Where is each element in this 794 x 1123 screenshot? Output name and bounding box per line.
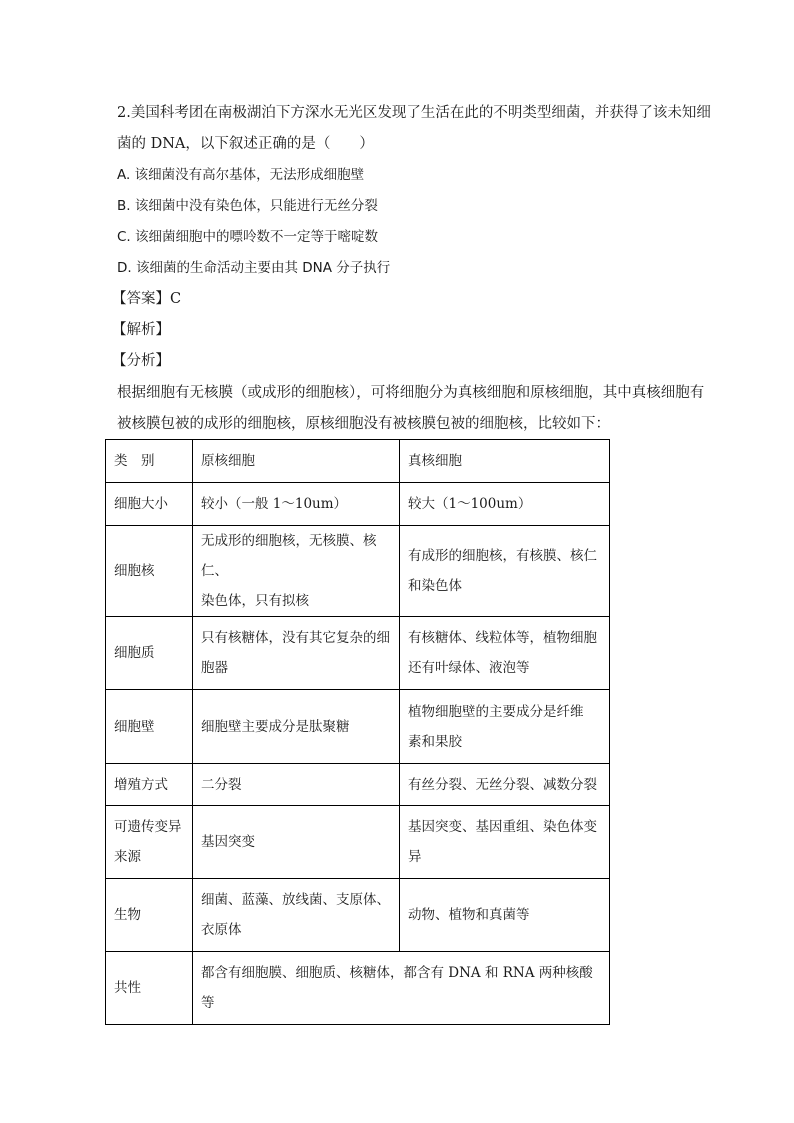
table-row	[106, 879, 610, 952]
row-prokaryote: 基因突变	[193, 806, 400, 879]
row-category: 细胞壁	[106, 690, 193, 764]
header-prokaryote: 原核细胞	[193, 440, 400, 483]
cell-line: 来源	[114, 849, 141, 865]
cell-line: 素和果胶	[408, 733, 462, 750]
row-prokaryote	[193, 526, 400, 617]
row-category	[106, 806, 193, 879]
analysis-paragraph-line2: 被核膜包被的成形的细胞核，原核细胞没有被核膜包被的细胞核，比较如下：	[117, 416, 610, 432]
row-eukaryote: 较大（1～100um）	[400, 483, 610, 526]
cell-line: 和染色体	[408, 578, 462, 594]
cell-line: 无成形的细胞核，无核膜、核仁、	[201, 533, 377, 579]
row-category: 细胞大小	[106, 483, 193, 526]
option-a: A. 该细菌没有高尔基体，无法形成细胞壁	[117, 167, 365, 183]
row-prokaryote: 细胞壁主要成分是肽聚糖	[193, 690, 400, 764]
row-eukaryote	[400, 690, 610, 764]
answer-value: C	[170, 291, 182, 307]
row-eukaryote	[400, 617, 610, 690]
table-row	[106, 690, 610, 764]
row-category: 细胞核	[106, 526, 193, 617]
table-header-row	[106, 440, 610, 483]
common-category: 共性	[106, 952, 193, 1025]
row-prokaryote: 较小（一般 1～10um）	[193, 483, 400, 526]
answer-label: 【答案】	[112, 291, 170, 307]
cell-line: 都含有细胞膜、细胞质、核糖体，都含有 DNA 和 RNA 两种核酸	[201, 965, 593, 981]
cell-line: 胞器	[201, 660, 228, 676]
row-eukaryote: 动物、植物和真菌等	[400, 879, 610, 952]
cell-line: 等	[201, 995, 215, 1011]
cell-line: 衣原体	[201, 922, 242, 938]
cell-line: 异	[408, 849, 422, 865]
analysis-label: 【分析】	[112, 353, 170, 369]
table-row	[106, 764, 610, 806]
option-c: C. 该细菌细胞中的嘌呤数不一定等于嘧啶数	[117, 229, 379, 245]
comparison-table	[105, 439, 610, 1025]
header-eukaryote: 真核细胞	[400, 440, 610, 483]
row-eukaryote	[400, 806, 610, 879]
table-row	[106, 526, 610, 617]
row-category: 生物	[106, 879, 193, 952]
cell-line: 植物细胞壁的主要成分是纤维	[408, 703, 584, 720]
cell-line: 可遗传变异	[114, 819, 182, 835]
cell-line: 只有核糖体，没有其它复杂的细	[201, 630, 390, 646]
row-category: 增殖方式	[106, 764, 193, 806]
answer-line	[112, 289, 181, 309]
option-b: B. 该细菌中没有染色体，只能进行无丝分裂	[117, 198, 378, 214]
cell-line: 有核糖体、线粒体等，植物细胞	[408, 630, 597, 646]
cell-line: 基因突变、基因重组、染色体变	[408, 819, 597, 835]
cell-line: 染色体，只有拟核	[201, 593, 309, 609]
table-row	[106, 483, 610, 526]
analysis-paragraph-line1: 根据细胞有无核膜（或成形的细胞核），可将细胞分为真核细胞和原核细胞，其中真核细胞有	[117, 385, 705, 401]
table-row	[106, 617, 610, 690]
row-eukaryote	[400, 526, 610, 617]
row-prokaryote	[193, 879, 400, 952]
row-category: 细胞质	[106, 617, 193, 690]
cell-line: 细菌、蓝藻、放线菌、支原体、	[201, 892, 390, 908]
table-row	[106, 806, 610, 879]
common-text	[193, 952, 610, 1025]
row-eukaryote: 有丝分裂、无丝分裂、减数分裂	[400, 764, 610, 806]
row-prokaryote: 二分裂	[193, 764, 400, 806]
explain-label: 【解析】	[112, 322, 170, 338]
cell-line: 还有叶绿体、液泡等	[408, 660, 530, 676]
header-category: 类 别	[106, 440, 193, 483]
cell-line: 有成形的细胞核，有核膜、核仁	[408, 548, 597, 564]
question-text-line1: 2.美国科考团在南极湖泊下方深水无光区发现了生活在此的不明类型细菌，并获得了该未知细	[117, 105, 711, 121]
option-d: D. 该细菌的生命活动主要由其 DNA 分子执行	[117, 260, 391, 276]
row-prokaryote	[193, 617, 400, 690]
table-row-common	[106, 952, 610, 1025]
question-text-line2: 菌的 DNA，以下叙述正确的是（ ）	[117, 136, 374, 152]
